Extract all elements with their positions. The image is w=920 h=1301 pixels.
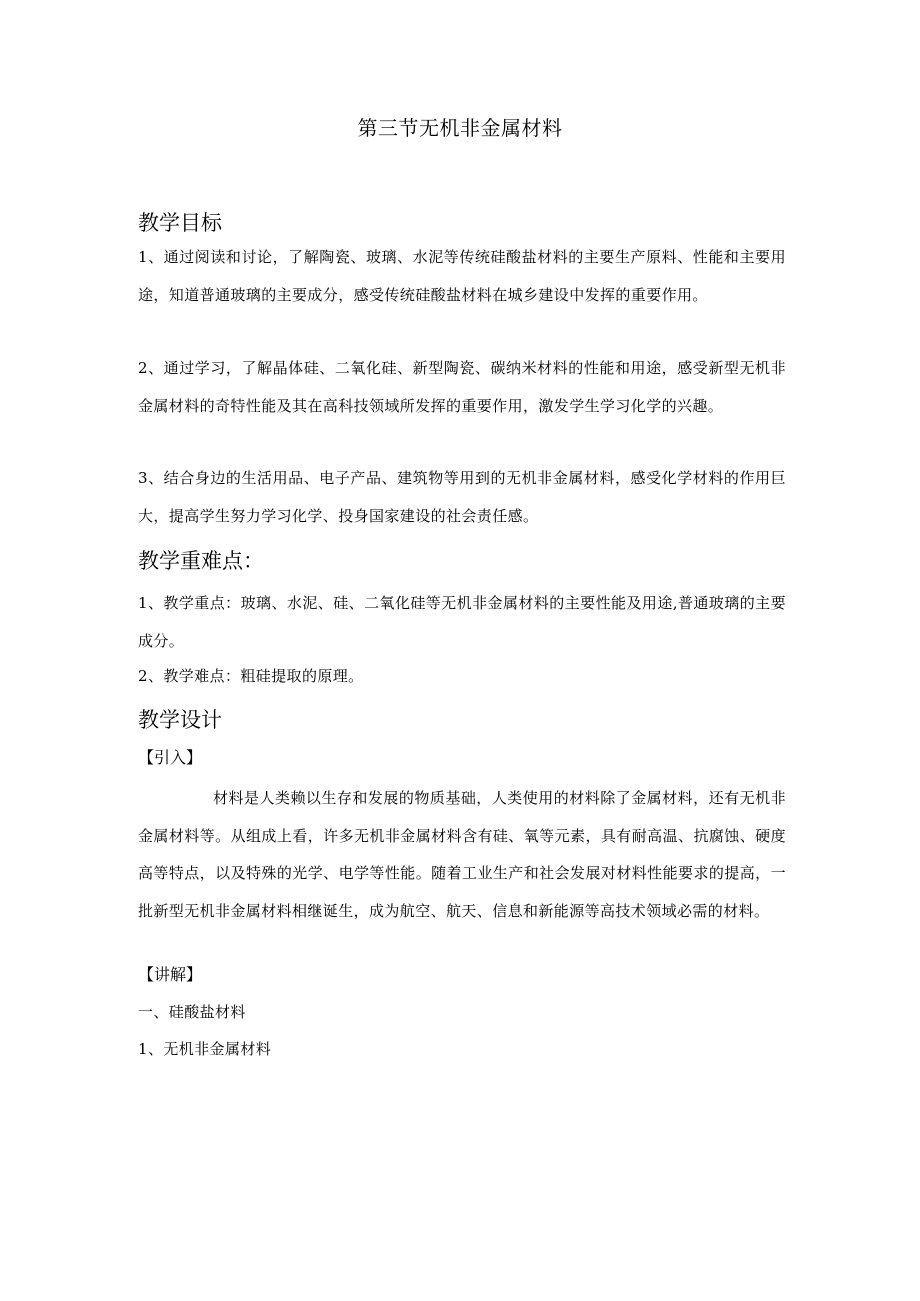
design-heading: 教学设计	[138, 708, 222, 732]
objective-item: 2、通过学习，了解晶体硅、二氧化硅、新型陶瓷、碳纳米材料的性能和用途，感受新型无机非金属材料的奇特性能及其在高科技领域所发挥的重要作用，激发学生学习化学的兴趣。	[138, 359, 786, 415]
lecture-label: 【讲解】	[138, 965, 203, 984]
document-title: 第三节无机非金属材料	[357, 116, 563, 140]
objective-item: 1、通过阅读和讨论，了解陶瓷、玻璃、水泥等传统硅酸盐材料的主要生产原料、性能和主要用途，知道普通玻璃的主要成分，感受传统硅酸盐材料在城乡建设中发挥的重要作用。	[138, 248, 786, 304]
key-points-heading: 教学重难点：	[138, 549, 264, 573]
objective-item: 3、结合身边的生活用品、电子产品、建筑物等用到的无机非金属材料，感受化学材料的作用巨大，提高学生努力学习化学、投身国家建设的社会责任感。	[138, 469, 786, 525]
section-heading: 一、硅酸盐材料	[138, 1003, 246, 1021]
intro-paragraph: 材料是人类赖以生存和发展的物质基础，人类使用的材料除了金属材料，还有无机非金属材料等。从组成上看，许多无机非金属材料含有硅、氧等元素，具有耐高温、抗腐蚀、硬度高等特点，以及特殊的光学、电学等性能。随着工业生产和社会发展对材料性能要求的提高，一批新型无机非金属材料相继诞生，成为航空、航天、信息和新能源等高技术领域必需的材料。	[138, 789, 786, 920]
intro-label: 【引入】	[138, 748, 203, 767]
key-point-item: 1、教学重点：玻璃、水泥、硅、二氧化硅等无机非金属材料的主要性能及用途,普通玻璃的主要成分。	[138, 594, 786, 650]
subsection-heading: 1、无机非金属材料	[138, 1040, 272, 1058]
key-point-item: 2、教学难点：粗硅提取的原理。	[138, 667, 364, 685]
objectives-heading: 教学目标	[138, 211, 222, 235]
